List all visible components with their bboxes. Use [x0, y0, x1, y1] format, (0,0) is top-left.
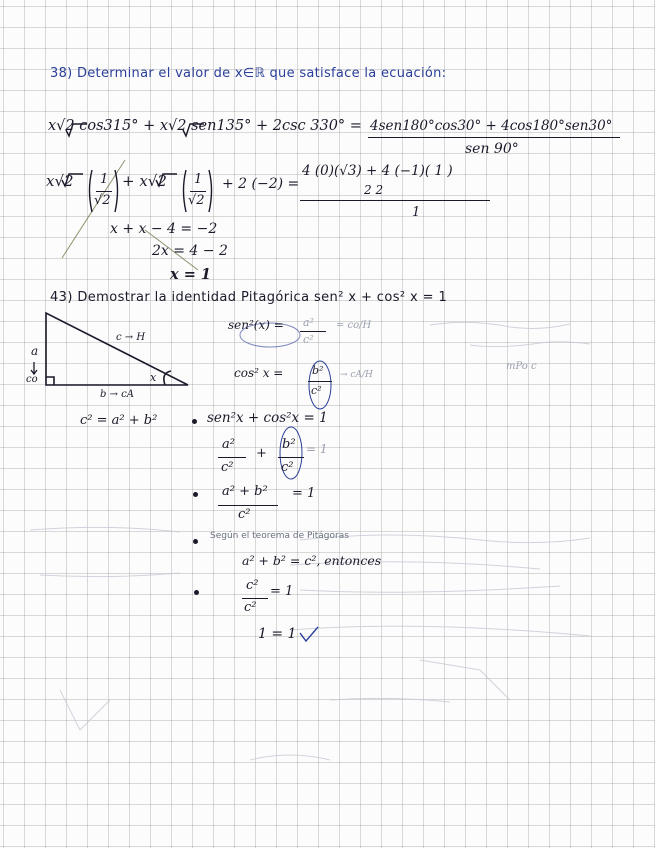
proof-line5: a² + b² = c², entonces [242, 553, 382, 568]
proof-line4-note: Según el teorema de Pitágoras [210, 531, 349, 541]
result: x = 1 [170, 266, 211, 283]
step2: x + x − 4 = −2 [110, 221, 218, 237]
bullet-1 [192, 419, 197, 424]
proof-line2-plus: + [256, 446, 267, 461]
cos-def-bar [308, 381, 332, 382]
triangle-label-co: co [26, 374, 38, 385]
proof-line1: sen²x + cos²x = 1 [207, 410, 328, 426]
proof-line7: 1 = 1 [258, 626, 297, 642]
step1-frac1-num: 1 [100, 172, 109, 187]
step1-rhs-numerator: 4 (0)(√3) + 4 (−1)( 1 ) [302, 163, 453, 179]
sen-def-bar [300, 331, 326, 332]
bullet-2 [193, 492, 198, 497]
proof-line3-eq: = 1 [292, 486, 316, 501]
step1-frac2-den: √2 [188, 193, 205, 208]
problem38-equation-fraction-bar [368, 137, 620, 138]
step1-term-a: x√2 [46, 172, 74, 190]
proof-line2-eq: = 1 [306, 442, 328, 456]
bullet-4 [194, 590, 199, 595]
proof-line2-den1: c² [221, 460, 234, 475]
bullet-3 [193, 539, 198, 544]
problem38-equation-rhs-denominator: sen 90° [465, 141, 519, 157]
proof-line2-bar2 [278, 457, 304, 458]
step1-frac2-num: 1 [194, 172, 203, 187]
proof-line6-eq: = 1 [270, 584, 294, 599]
proof-line6-den: c² [244, 600, 257, 615]
sen-def-num: a² [303, 316, 314, 329]
step1-rhs-fraction-bar [300, 200, 490, 201]
cos-definition: cos² x = [234, 366, 284, 380]
proof-line2-num2: b² [282, 437, 296, 452]
sen-def-eq2: = co/H [336, 320, 372, 331]
problem43-heading: 43) Demostrar la identidad Pitagórica sen² x + cos² x = 1 [50, 290, 448, 305]
cos-def-num: b² [312, 364, 324, 377]
step1-frac1-den: √2 [94, 193, 111, 208]
sen-definition: sen²(x) = [228, 318, 284, 332]
triangle-label-b: b → cA [100, 389, 134, 400]
step3: 2x = 4 − 2 [152, 243, 228, 259]
problem38-heading: 38) Determinar el valor de x∈ℝ que satisface la ecuación: [50, 66, 447, 81]
proof-line3-bar [218, 505, 278, 506]
proof-line3-num: a² + b² [222, 484, 268, 499]
step1-frac1-bar [96, 191, 112, 192]
mpo-note: mPo c [506, 361, 537, 372]
step1-term-c: + 2 (−2) = [222, 176, 300, 192]
proof-line2-num1: a² [222, 437, 235, 452]
step1-rhs-numerator-sub: 2 2 [364, 183, 384, 197]
cos-def-den: c² [311, 384, 322, 397]
step1-term-b: + x√2 [122, 172, 167, 190]
step1-rhs-denominator: 1 [412, 205, 421, 220]
proof-line2-den2: c² [281, 460, 294, 475]
step1-frac2-bar [190, 191, 206, 192]
triangle-label-x: x [150, 371, 157, 384]
proof-line2-bar1 [218, 457, 246, 458]
triangle-label-hyp: c → H [116, 332, 146, 343]
triangle-label-a: a [31, 344, 39, 358]
sen-def-den: c² [303, 333, 314, 346]
proof-line6-num: c² [246, 578, 259, 593]
problem38-equation-lhs: x√2 cos315° + x√2 sen135° + 2csc 330° = [48, 118, 362, 134]
problem38-equation-rhs-numerator: 4sen180°cos30° + 4cos180°sen30° [370, 118, 613, 134]
cos-def-eq2: → cA/H [340, 370, 373, 380]
pythagoras-formula: c² = a² + b² [80, 413, 158, 428]
proof-line3-den: c² [238, 507, 251, 522]
proof-line6-bar [242, 598, 268, 599]
